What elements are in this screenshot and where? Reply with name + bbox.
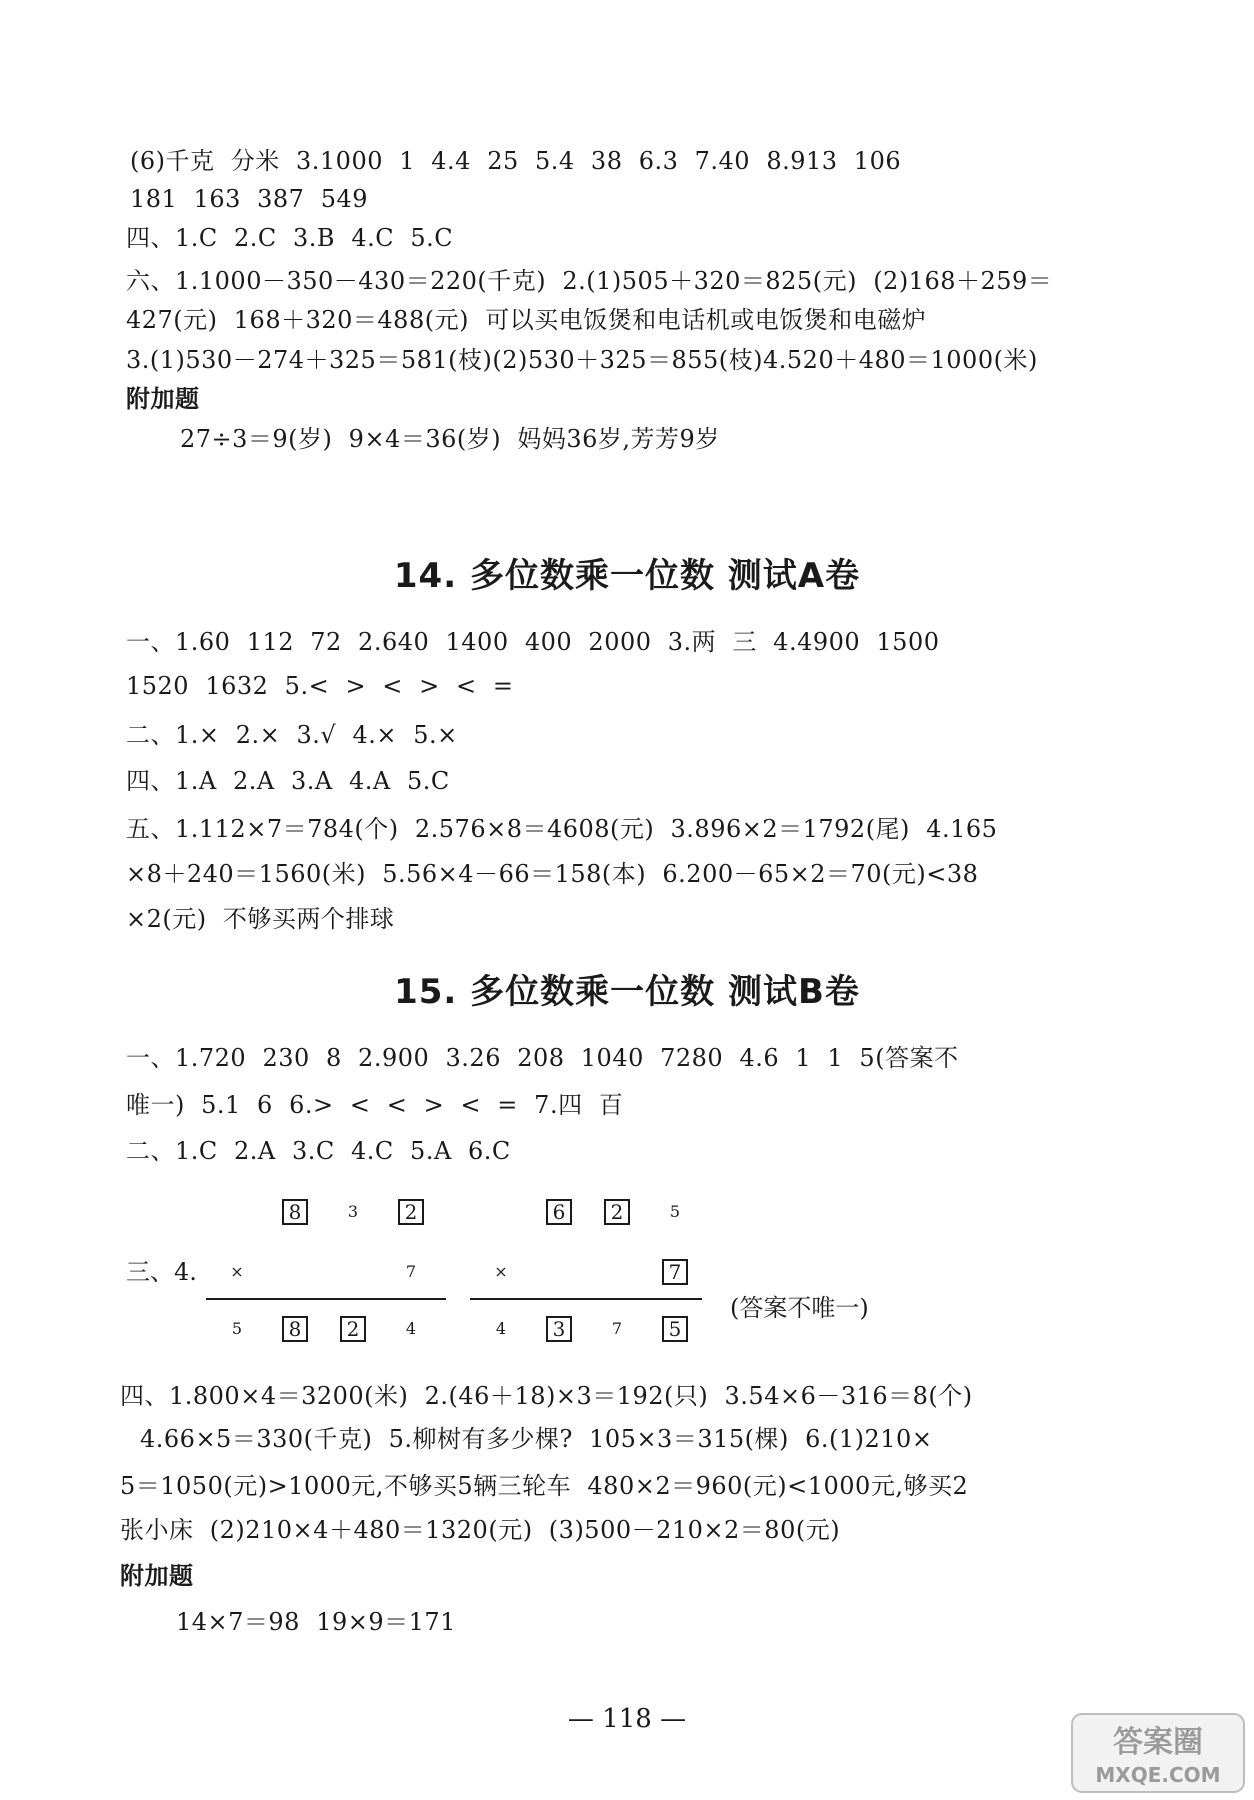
page-number: — 118 — bbox=[567, 1704, 687, 1734]
answer-line: 5＝1050(元)>1000元,不够买5辆三轮车 480×2＝960(元)<1000元,够买2 bbox=[120, 1472, 969, 1500]
answer-line: 4.66×5＝330(千克) 5.柳树有多少棵? 105×3＝315(棵) 6.(1)210× bbox=[140, 1425, 933, 1453]
answer-line: 张小床 (2)210×4＋480＝1320(元) (3)500－210×2＝80(元) bbox=[120, 1516, 841, 1544]
digit-box: 2 bbox=[398, 1199, 424, 1225]
digit-box: 2 bbox=[604, 1199, 630, 1225]
answer-line: 二、1.× 2.× 3.√ 4.× 5.× bbox=[126, 721, 458, 749]
svg-text:MXQE.COM: MXQE.COM bbox=[1095, 1763, 1221, 1787]
product-rule bbox=[470, 1298, 702, 1300]
digit: 4 bbox=[495, 1319, 507, 1338]
answer-line: 四、1.A 2.A 3.A 4.A 5.C bbox=[126, 767, 450, 795]
digit-box: 2 bbox=[340, 1316, 366, 1342]
answer-line: 一、1.720 230 8 2.900 3.26 208 1040 7280 4.6 1 1 5(答案不 bbox=[126, 1044, 959, 1072]
answer-line: 四、1.C 2.C 3.B 4.C 5.C bbox=[126, 224, 454, 252]
digit: 3 bbox=[347, 1202, 359, 1221]
digit-box: 3 bbox=[546, 1316, 572, 1342]
answer-line: 唯一) 5.1 6 6.> < < > < = 7.四 百 bbox=[126, 1091, 624, 1119]
multiply-sign: × bbox=[230, 1262, 244, 1281]
digit-box: 8 bbox=[282, 1316, 308, 1342]
watermark-logo bbox=[1068, 1710, 1248, 1796]
answer-line: 3.(1)530－274＋325＝581(枝)(2)530＋325＝855(枝)4.520＋480＝1000(米) bbox=[126, 346, 1038, 374]
answer-line: 27÷3＝9(岁) 9×4＝36(岁) 妈妈36岁,芳芳9岁 bbox=[180, 425, 720, 453]
answer-line: 1520 1632 5.< > < > < = bbox=[126, 672, 514, 700]
answer-line: (6)千克 分米 3.1000 1 4.4 25 5.4 38 6.3 7.40 8.913 106 bbox=[130, 147, 902, 175]
answer-line: ×8＋240＝1560(米) 5.56×4－66＝158(本) 6.200－65×2＝70(元)<38 bbox=[126, 860, 979, 888]
figure-label: 三、4. bbox=[126, 1258, 197, 1286]
answer-line: 五、1.112×7＝784(个) 2.576×8＝4608(元) 3.896×2＝1792(尾) 4.165 bbox=[126, 815, 998, 843]
bonus-heading: 附加题 bbox=[126, 384, 200, 413]
answer-line: 14×7＝98 19×9＝171 bbox=[176, 1608, 456, 1636]
answer-line: 六、1.1000－350－430＝220(千克) 2.(1)505＋320＝825(元) (2)168＋259＝ bbox=[126, 267, 1053, 295]
digit: 5 bbox=[231, 1319, 243, 1338]
answer-line: ×2(元) 不够买两个排球 bbox=[126, 905, 395, 933]
digit: 5 bbox=[669, 1202, 681, 1221]
section-heading-15: 15. 多位数乘一位数 测试B卷 bbox=[394, 972, 860, 1012]
answer-line: 一、1.60 112 72 2.640 1400 400 2000 3.两 三 4.4900 1500 bbox=[126, 628, 940, 656]
digit-box: 8 bbox=[282, 1199, 308, 1225]
digit-box: 5 bbox=[662, 1316, 688, 1342]
product-rule bbox=[206, 1298, 446, 1300]
digit: 7 bbox=[405, 1262, 417, 1281]
bonus-heading: 附加题 bbox=[120, 1561, 194, 1590]
svg-text:答案圈: 答案圈 bbox=[1113, 1725, 1203, 1760]
digit-box: 7 bbox=[662, 1259, 688, 1285]
section-heading-14: 14. 多位数乘一位数 测试A卷 bbox=[393, 556, 861, 596]
digit: 7 bbox=[611, 1319, 623, 1338]
multiply-sign: × bbox=[494, 1262, 508, 1281]
watermark-logo-icon bbox=[1068, 1710, 1248, 1796]
answer-line: 四、1.800×4＝3200(米) 2.(46＋18)×3＝192(只) 3.54×6－316＝8(个) bbox=[120, 1382, 973, 1410]
figure-note: (答案不唯一) bbox=[730, 1294, 869, 1322]
answer-line: 181 163 387 549 bbox=[130, 185, 369, 213]
digit-box: 6 bbox=[546, 1199, 572, 1225]
answer-line: 二、1.C 2.A 3.C 4.C 5.A 6.C bbox=[126, 1137, 511, 1165]
answer-line: 427(元) 168＋320＝488(元) 可以买电饭煲和电话机或电饭煲和电磁炉 bbox=[126, 306, 927, 334]
digit: 4 bbox=[405, 1319, 417, 1338]
